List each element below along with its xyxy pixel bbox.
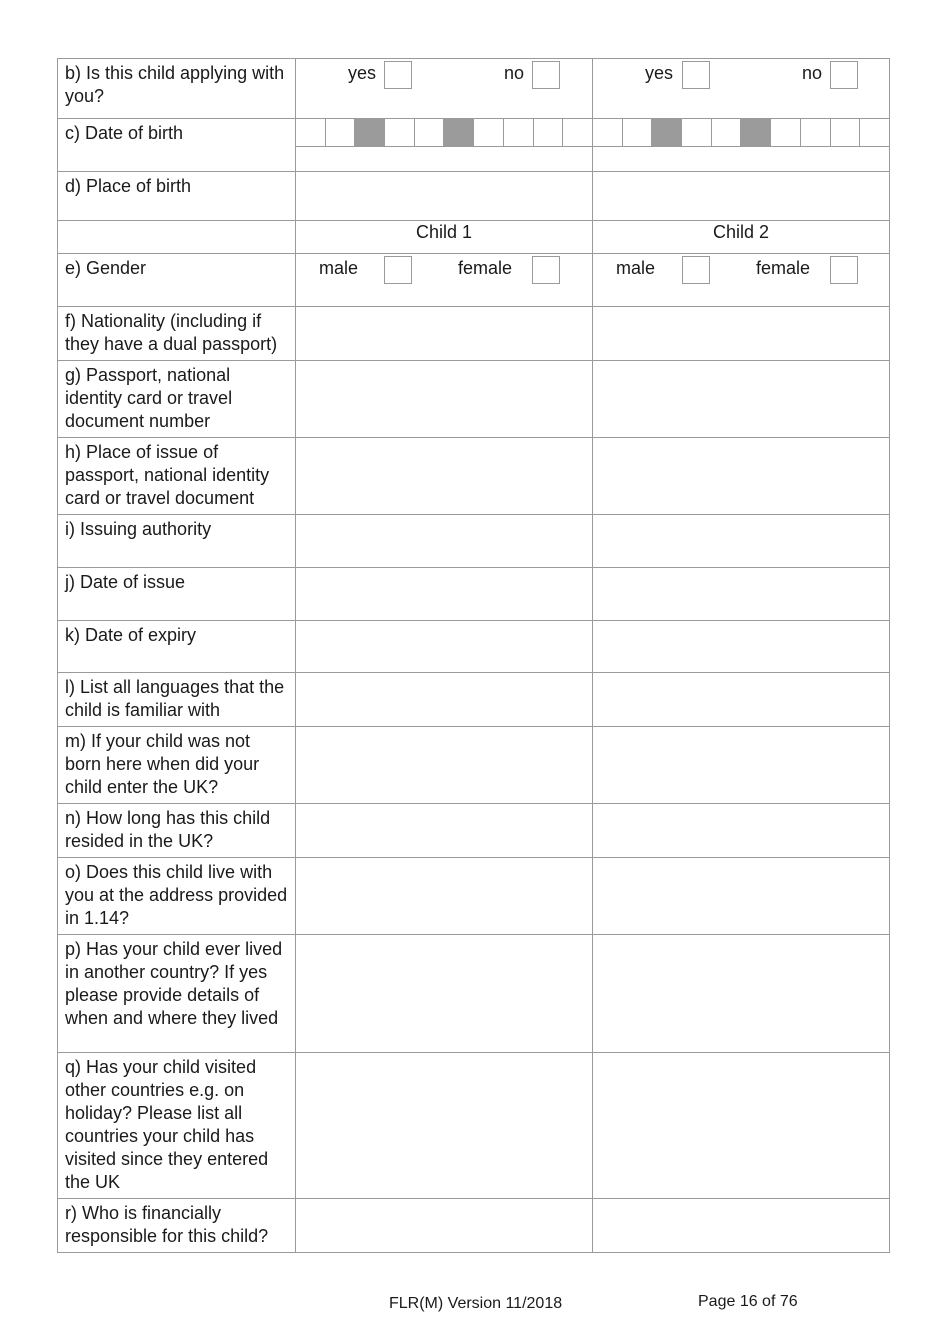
child2-date-of-expiry-field[interactable] [593, 621, 890, 673]
row-languages [58, 673, 890, 727]
child1-male-label: male [319, 258, 359, 278]
child2-place-of-issue-field[interactable] [593, 438, 890, 515]
child2-financially-responsible-field[interactable] [593, 1199, 890, 1253]
child2-female-checkbox[interactable] [830, 256, 858, 284]
child2-applying-cell [593, 59, 890, 119]
child1-entered-uk-field[interactable] [296, 727, 593, 804]
label-applying-with-you: b) Is this child applying with you? [58, 59, 296, 119]
label-lived-another-country: p) Has your child ever lived in another country? If yes please provide details of when and where they lived [58, 935, 296, 1053]
child2-male-checkbox[interactable] [682, 256, 710, 284]
child1-dob-input[interactable] [296, 119, 592, 147]
child1-gender-cell [296, 254, 593, 307]
child2-lived-another-country-field[interactable] [593, 935, 890, 1053]
label-entered-uk: m) If your child was not born here when did your child enter the UK? [58, 727, 296, 804]
label-issuing-authority: i) Issuing authority [58, 515, 296, 568]
label-nationality: f) Nationality (including if they have a dual passport) [58, 307, 296, 361]
dob-separator [444, 119, 474, 146]
child2-date-of-issue-field[interactable] [593, 568, 890, 621]
label-gender: e) Gender [58, 254, 296, 307]
child-details-table [57, 58, 890, 1253]
child2-dob-input[interactable] [593, 119, 889, 147]
row-place-of-birth [58, 172, 890, 221]
dob-digit-box[interactable] [593, 119, 623, 146]
dob-digit-box[interactable] [771, 119, 801, 146]
child2-header: Child 2 [593, 221, 890, 254]
child2-resided-uk-field[interactable] [593, 804, 890, 858]
child2-nationality-field[interactable] [593, 307, 890, 361]
form-version: FLR(M) Version 11/2018 [389, 1295, 563, 1312]
child1-no-checkbox[interactable] [532, 61, 560, 89]
label-visited-countries: q) Has your child visited other countries e.g. on holiday? Please list all countries your child has visited since they entered the UK [58, 1053, 296, 1199]
label-passport-number: g) Passport, national identity card or travel document number [58, 361, 296, 438]
dob-digit-box[interactable] [682, 119, 712, 146]
child2-yes-checkbox[interactable] [682, 61, 710, 89]
label-date-of-expiry: k) Date of expiry [58, 621, 296, 673]
dob-digit-box[interactable] [474, 119, 504, 146]
dob-separator [355, 119, 385, 146]
row-visited-countries [58, 1053, 890, 1199]
row-passport-number [58, 361, 890, 438]
child1-female-label: female [458, 258, 513, 278]
child1-visited-countries-field[interactable] [296, 1053, 593, 1199]
child1-female-checkbox[interactable] [532, 256, 560, 284]
row-nationality [58, 307, 890, 361]
label-place-of-birth: d) Place of birth [58, 172, 296, 221]
row-gender [58, 254, 890, 307]
page-number: Page 16 of 76 [698, 1293, 798, 1310]
dob-separator [741, 119, 771, 146]
dob-digit-box[interactable] [326, 119, 356, 146]
row-child-headers [58, 221, 890, 254]
child1-financially-responsible-field[interactable] [296, 1199, 593, 1253]
dob-digit-box[interactable] [385, 119, 415, 146]
child2-no-label: no [802, 63, 823, 83]
dob-digit-box[interactable] [860, 119, 890, 146]
child1-applying-cell [296, 59, 593, 119]
dob-digit-box[interactable] [415, 119, 445, 146]
child1-dob-cell [296, 119, 593, 172]
header-spacer [58, 221, 296, 254]
row-entered-uk [58, 727, 890, 804]
label-resided-uk: n) How long has this child resided in the UK? [58, 804, 296, 858]
child2-no-checkbox[interactable] [830, 61, 858, 89]
row-lived-another-country [58, 935, 890, 1053]
child1-date-of-issue-field[interactable] [296, 568, 593, 621]
dob-digit-box[interactable] [801, 119, 831, 146]
row-applying-with-you [58, 59, 890, 119]
label-lives-with-you: o) Does this child live with you at the address provided in 1.14? [58, 858, 296, 935]
child2-lives-with-you-field[interactable] [593, 858, 890, 935]
dob-digit-box[interactable] [504, 119, 534, 146]
child1-languages-field[interactable] [296, 673, 593, 727]
label-date-of-issue: j) Date of issue [58, 568, 296, 621]
dob-digit-box[interactable] [831, 119, 861, 146]
child2-yes-label: yes [645, 63, 674, 83]
label-languages: l) List all languages that the child is familiar with [58, 673, 296, 727]
child1-issuing-authority-field[interactable] [296, 515, 593, 568]
child1-header: Child 1 [296, 221, 593, 254]
child2-visited-countries-field[interactable] [593, 1053, 890, 1199]
dob-separator [652, 119, 682, 146]
label-financially-responsible: r) Who is financially responsible for this child? [58, 1199, 296, 1253]
child1-nationality-field[interactable] [296, 307, 593, 361]
dob-digit-box[interactable] [563, 119, 593, 146]
row-date-of-birth [58, 119, 890, 172]
child1-male-checkbox[interactable] [384, 256, 412, 284]
child1-lived-another-country-field[interactable] [296, 935, 593, 1053]
child2-female-label: female [756, 258, 811, 278]
row-date-of-issue [58, 568, 890, 621]
child1-yes-label: yes [348, 63, 377, 83]
child1-date-of-expiry-field[interactable] [296, 621, 593, 673]
child1-passport-number-field[interactable] [296, 361, 593, 438]
child1-place-of-issue-field[interactable] [296, 438, 593, 515]
child2-passport-number-field[interactable] [593, 361, 890, 438]
child1-yes-checkbox[interactable] [384, 61, 412, 89]
child2-issuing-authority-field[interactable] [593, 515, 890, 568]
child1-no-label: no [504, 63, 525, 83]
child1-resided-uk-field[interactable] [296, 804, 593, 858]
row-date-of-expiry [58, 621, 890, 673]
row-lives-with-you [58, 858, 890, 935]
row-issuing-authority [58, 515, 890, 568]
child2-place-of-birth-field[interactable] [593, 172, 890, 221]
dob-digit-box[interactable] [534, 119, 564, 146]
row-place-of-issue [58, 438, 890, 515]
label-date-of-birth: c) Date of birth [58, 119, 296, 172]
child2-gender-cell [593, 254, 890, 307]
child1-lives-with-you-field[interactable] [296, 858, 593, 935]
child2-dob-cell [593, 119, 890, 172]
label-place-of-issue: h) Place of issue of passport, national identity card or travel document [58, 438, 296, 515]
dob-digit-box[interactable] [623, 119, 653, 146]
row-financially-responsible [58, 1199, 890, 1253]
child2-male-label: male [616, 258, 656, 278]
child2-entered-uk-field[interactable] [593, 727, 890, 804]
dob-digit-box[interactable] [712, 119, 742, 146]
child2-languages-field[interactable] [593, 673, 890, 727]
child1-place-of-birth-field[interactable] [296, 172, 593, 221]
dob-digit-box[interactable] [296, 119, 326, 146]
row-resided-uk [58, 804, 890, 858]
